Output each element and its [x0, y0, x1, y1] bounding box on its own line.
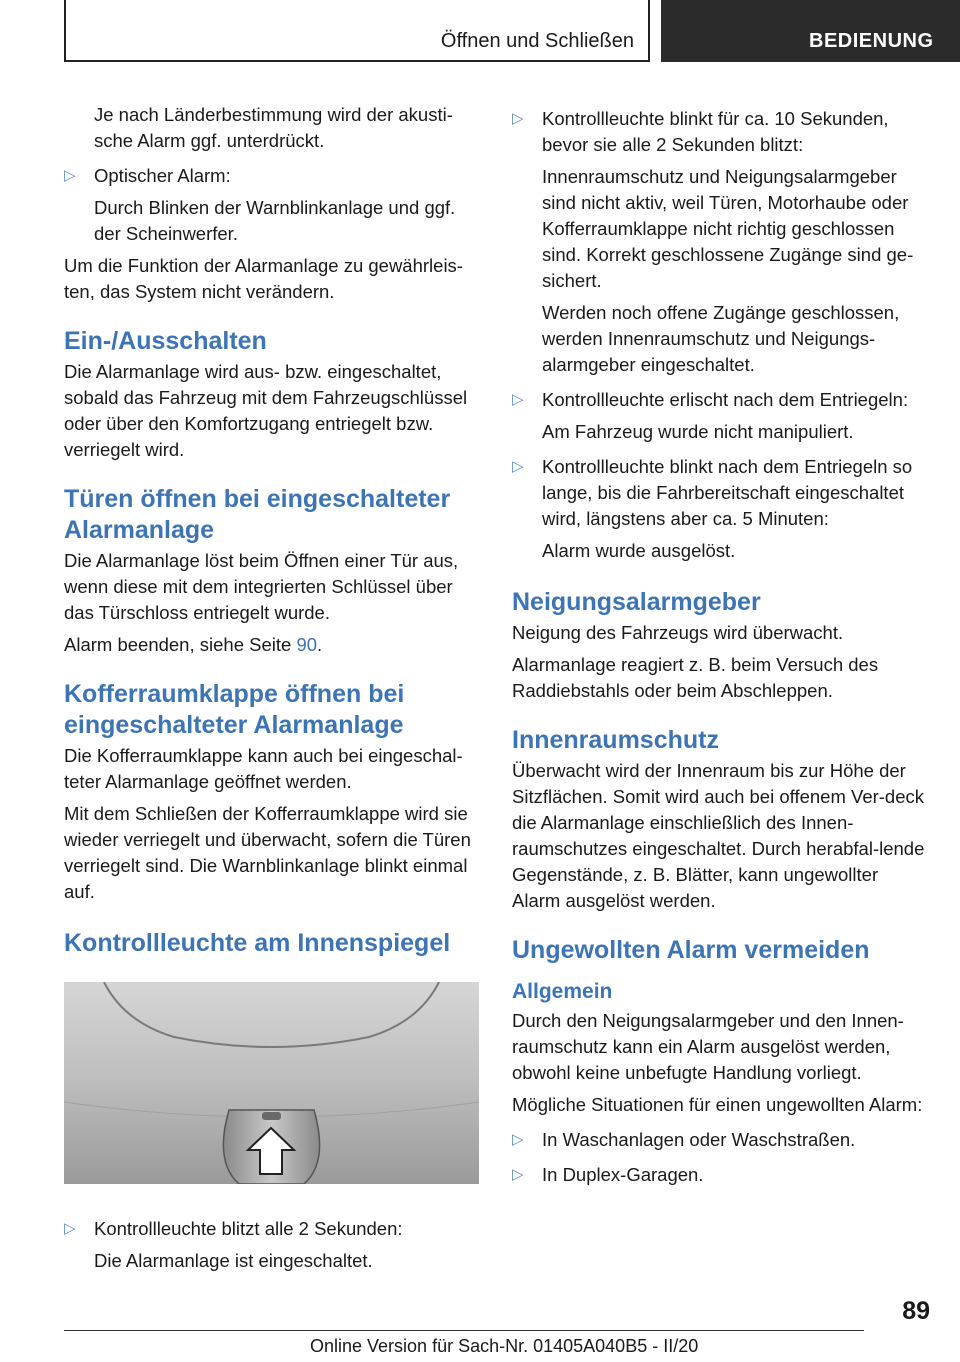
heading-ungewollt: Ungewollten Alarm vermeiden [512, 936, 870, 964]
paragraph-ein: Die Alarmanlage wird aus- bzw. eingeschaltet, sobald das Fahrzeug mit dem Fahrzeugschlüssel oder über den Komfortzugang entriegelt bzw. verriegelt wird. [64, 361, 468, 460]
paragraph-neigung-1: Neigung des Fahrzeugs wird überwacht. [512, 622, 844, 643]
paragraph-beenden: Alarm beenden, siehe Seite 90. [64, 634, 323, 655]
bullet-blitzt: ▷ Kontrollleuchte blitzt alle 2 Sekunden: [64, 1216, 482, 1242]
paragraph-koffer-1: Die Kofferraumklappe kann auch bei eingeschal-teter Alarmanlage geöffnet werden. [64, 745, 463, 792]
bullet-10s: ▷ Kontrollleuchte blinkt für ca. 10 Sekunden, bevor sie alle 2 Sekunden blitzt: [512, 108, 889, 155]
paragraph-koffer-2: Mit dem Schließen der Kofferraumklappe wird sie wieder verriegelt und überwacht, sofern die Türen verriegelt sind. Die Warnblinkanlage blinkt einmal auf. [64, 803, 471, 902]
right-column [512, 106, 928, 1188]
paragraph-neigung-2: Alarmanlage reagiert z. B. beim Versuch des Raddiebstahls oder beim Abschleppen. [512, 654, 879, 701]
bullet-triangle-icon: ▷ [64, 167, 76, 184]
paragraph-blitzt: Die Alarmanlage ist eingeschaltet. [94, 1250, 373, 1271]
bullet-triangle-icon: ▷ [512, 1166, 524, 1183]
paragraph-10s-b: Werden noch offene Zugänge geschlossen, werden Innenraumschutz und Neigungs-alarmgeber eingeschaltet. [542, 302, 900, 375]
header-chapter-box [64, 0, 650, 62]
bullet-waschanlagen: ▷ In Waschanlagen oder Waschstraßen. [512, 1127, 928, 1153]
paragraph-optisch: Durch Blinken der Warnblinkanlage und ggf. der Scheinwerfer. [94, 197, 456, 244]
paragraph-innen: Überwacht wird der Innenraum bis zur Höhe der Sitzflächen. Somit wird auch bei offenem Ver-deck die Alarmanlage einschließlich des Innen-raumschutzes eingeschaltet. Durch herabfal-lende Gegenstände, z. B. Blätter, kann ungewollter Alarm ausgelöst werden. [512, 760, 925, 911]
bullet-triangle-icon: ▷ [512, 110, 524, 127]
bullet-triangle-icon: ▷ [512, 1131, 524, 1148]
section-title: BEDIENUNG [809, 30, 934, 52]
left-column [64, 102, 482, 959]
bullet-blinkt: ▷ Kontrollleuchte blinkt nach dem Entriegeln so lange, bis die Fahrbereitschaft eingeschaltet wird, längstens aber ca. 5 Minuten: [512, 456, 913, 529]
page-link-90[interactable]: 90 [296, 634, 318, 655]
heading-kontrollleuchte: Kontrollleuchte am Innenspiegel [64, 929, 451, 957]
chapter-title: Öffnen und Schließen [440, 30, 634, 52]
bullet-triangle-icon: ▷ [512, 391, 524, 408]
heading-ein-ausschalten: Ein-/Ausschalten [64, 327, 267, 355]
section-tab [661, 0, 960, 62]
bullet-erlischt: ▷ Kontrollleuchte erlischt nach dem Entriegeln: [512, 387, 928, 413]
page-number: 89 [902, 1297, 930, 1325]
rearview-mirror-image [64, 982, 479, 1184]
heading-allgemein: Allgemein [512, 980, 613, 1003]
heading-innenraumschutz: Innenraumschutz [512, 726, 719, 754]
heading-neigungsalarmgeber: Neigungsalarmgeber [512, 588, 761, 616]
paragraph-tueren: Die Alarmanlage löst beim Öffnen einer Tür aus, wenn diese mit dem integrierten Schlüssel über das Türschloss entriegelt wurde. [64, 550, 459, 623]
footer-version-text: Online Version für Sach-Nr. 01405A040B5 - II/20 [310, 1336, 699, 1356]
heading-tueren: Türen öffnen bei eingeschalteter Alarmanlage [64, 485, 451, 544]
paragraph-allgemein-1: Durch den Neigungsalarmgeber und den Innen-raumschutz kann ein Alarm ausgelöst werden, obwohl keine unbefugte Handlung vorliegt. [512, 1010, 904, 1083]
indicator-light-icon [262, 1112, 281, 1120]
paragraph-10s-a: Innenraumschutz und Neigungsalarmgeber sind nicht aktiv, weil Türen, Motorhaube oder Kofferraumklappe nicht richtig geschlossen sind. Korrekt geschlossene Zugänge sind ge-sichert. [542, 166, 914, 291]
bullet-triangle-icon: ▷ [512, 458, 524, 475]
paragraph-acoustic: Je nach Länderbestimmung wird der akusti- sche Alarm ggf. unterdrückt. [94, 104, 453, 151]
bullet-duplex: ▷ In Duplex-Garagen. [512, 1162, 928, 1188]
footer-divider [64, 1330, 864, 1331]
paragraph-erlischt: Am Fahrzeug wurde nicht manipuliert. [542, 421, 854, 442]
left-column-bottom [64, 1216, 482, 1274]
bullet-optisch: ▷ Optischer Alarm: [64, 163, 482, 189]
paragraph-funktion: Um die Funktion der Alarmanlage zu gewährleis-ten, das System nicht verändern. [64, 255, 463, 302]
heading-kofferraum: Kofferraumklappe öffnen bei eingeschalteter Alarmanlage [64, 680, 405, 739]
bullet-triangle-icon: ▷ [64, 1220, 76, 1237]
paragraph-blinkt: Alarm wurde ausgelöst. [542, 540, 736, 561]
paragraph-allgemein-2: Mögliche Situationen für einen ungewollten Alarm: [512, 1094, 923, 1115]
